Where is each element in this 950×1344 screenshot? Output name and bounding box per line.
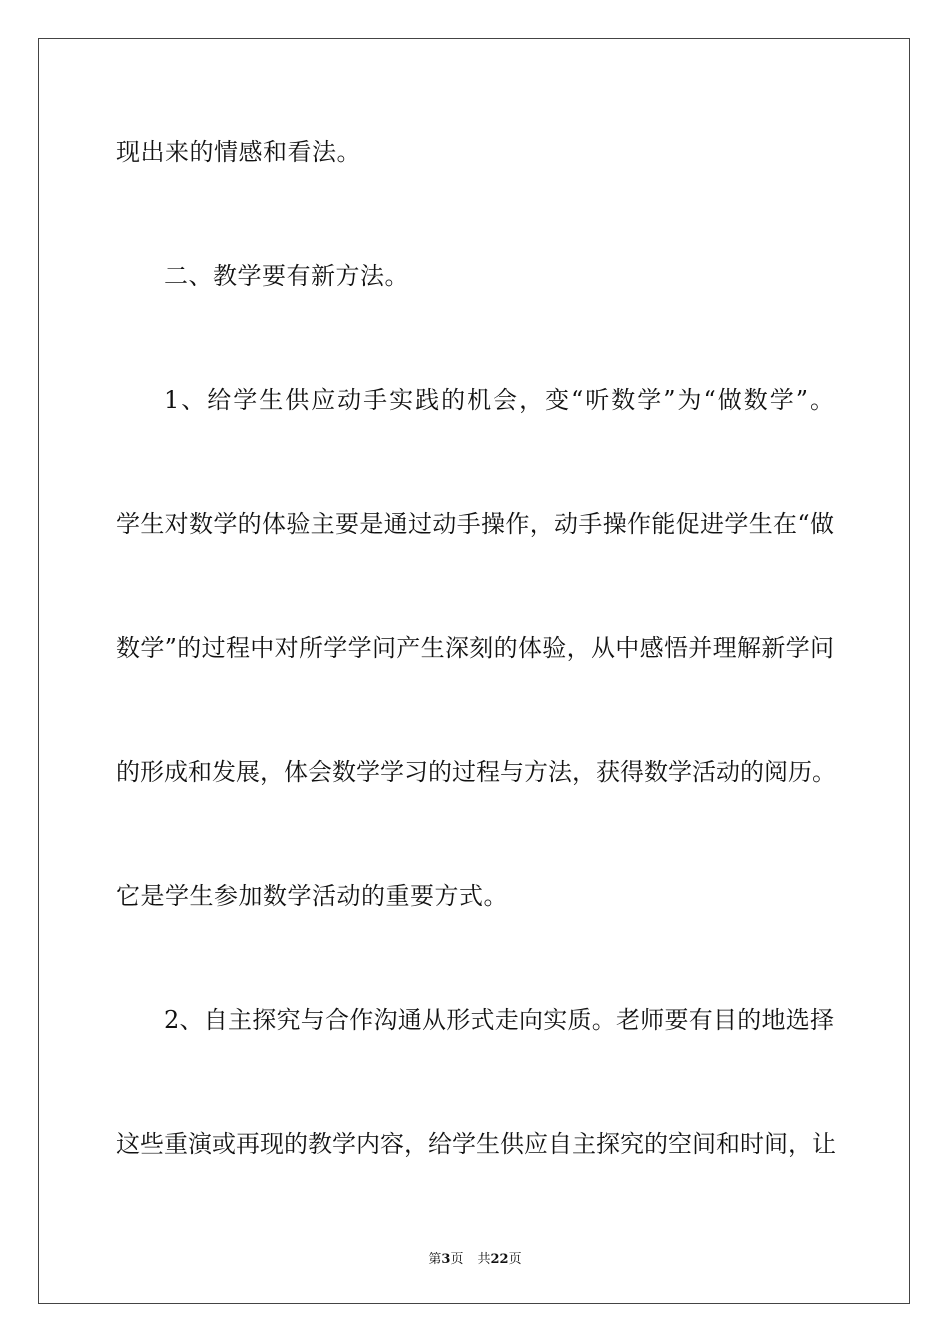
total-pages: 22 [490,1252,509,1267]
text-line-8: 2、自主探究与合作沟通从形式走向实质。老师要有目的地选择 [164,1006,834,1034]
page-footer [0,1248,950,1267]
page-number: 3 [441,1252,451,1267]
text-line-9: 这些重演或再现的教学内容，给学生供应自主探究的空间和时间，让 [116,1130,836,1158]
text-line-7: 它是学生参加数学活动的重要方式。 [116,882,508,910]
text-line-1: 现出来的情感和看法。 [116,138,361,166]
text-line-4: 学生对数学的体验主要是通过动手操作，动手操作能促进学生在“做 [116,510,834,538]
total-suffix: 页 [508,1252,522,1267]
text-line-3: 1、给学生供应动手实践的机会，变“听数学”为“做数学”。 [164,386,834,414]
page-suffix: 页 [450,1252,464,1267]
page-border [38,38,910,1304]
text-line-5: 数学”的过程中对所学学问产生深刻的体验，从中感悟并理解新学问 [116,634,834,662]
text-line-6: 的形成和发展，体会数学学习的过程与方法，获得数学活动的阅历。 [116,758,836,786]
total-prefix: 共 [477,1252,491,1267]
section-heading: 二、教学要有新方法。 [164,262,409,290]
page-prefix: 第 [428,1252,442,1267]
